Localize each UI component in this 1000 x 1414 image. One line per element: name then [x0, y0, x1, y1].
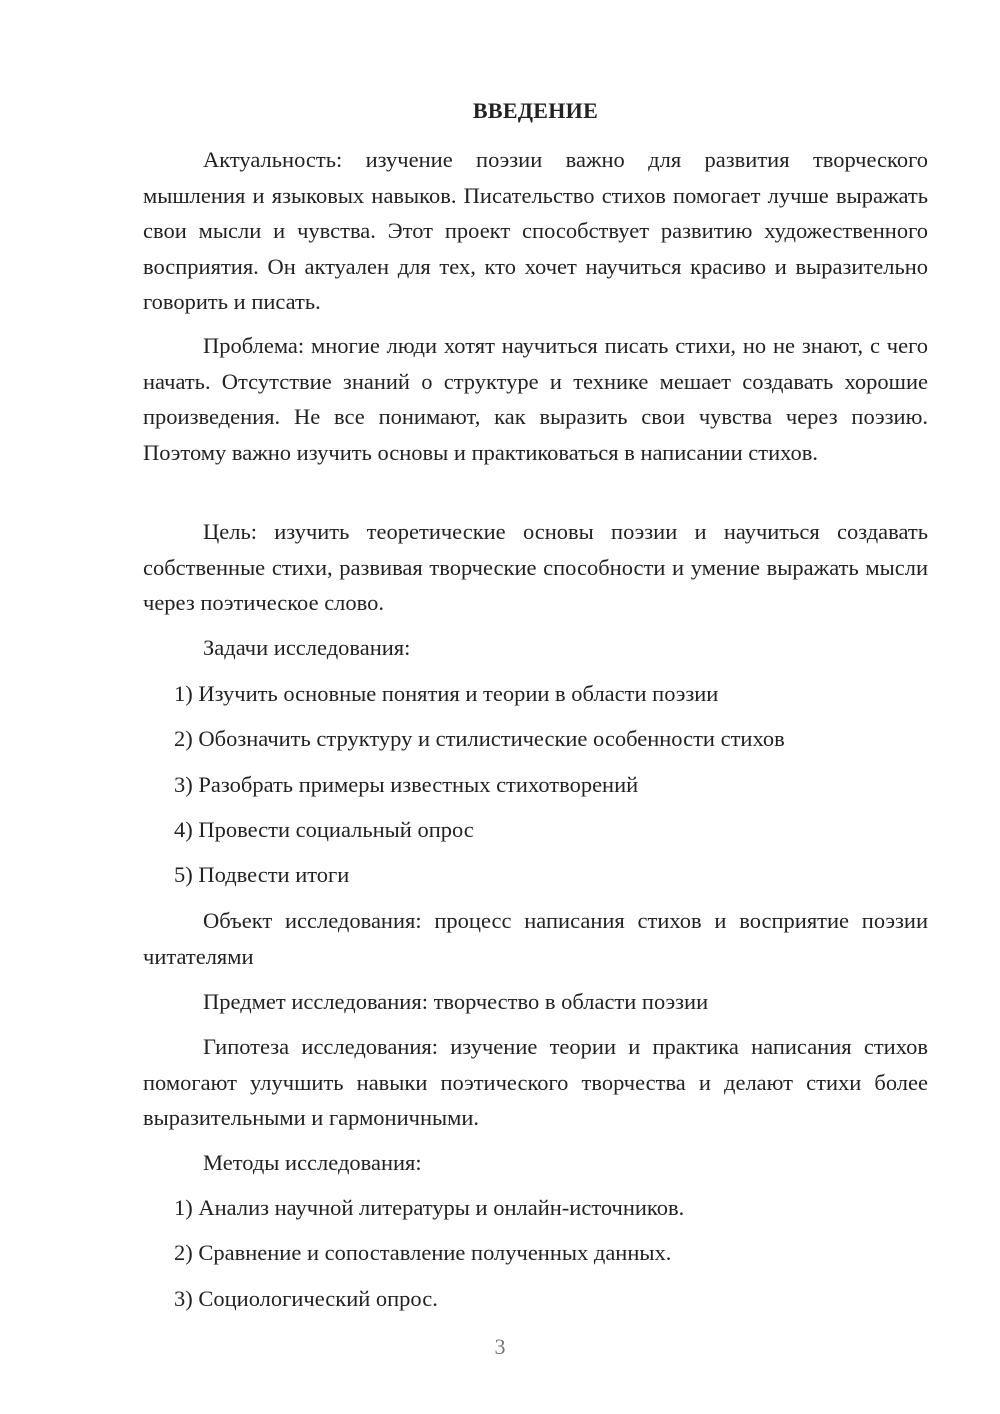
method-item-2: 2) Сравнение и сопоставление полученных данных.: [174, 1240, 672, 1265]
hypothesis-paragraph: Гипотеза исследования: изучение теории и практика написания стихов помогают улучшить навыки поэтического творчества и делают стихи более выразительными и гармоничными.: [143, 1034, 928, 1130]
task-item-5: 5) Подвести итоги: [174, 862, 350, 887]
method-item-3: 3) Социологический опрос.: [174, 1286, 438, 1311]
page-number: 3: [494, 1334, 506, 1359]
task-item-1: 1) Изучить основные понятия и теории в области поэзии: [174, 681, 719, 706]
object-paragraph: Объект исследования: процесс написания стихов и восприятие поэзии читателями: [143, 908, 928, 969]
task-item-4: 4) Провести социальный опрос: [174, 817, 474, 842]
subject-paragraph: Предмет исследования: творчество в области поэзии: [203, 989, 709, 1014]
task-item-2: 2) Обозначить структуру и стилистические особенности стихов: [174, 726, 785, 751]
task-item-3: 3) Разобрать примеры известных стихотворений: [174, 772, 639, 797]
page-title: ВВЕДЕНИЕ: [472, 98, 599, 123]
tasks-heading: Задачи исследования:: [203, 635, 411, 660]
relevance-paragraph: Актуальность: изучение поэзии важно для развития творческого мышления и языковых навыков. Писательство стихов помогает лучше выражать свои мысли и чувства. Этот проект способствует развитию художественного восприятия. Он актуален для тех, кто хочет научиться красиво и выразительно говорить и писать.: [143, 147, 928, 314]
method-item-1: 1) Анализ научной литературы и онлайн-источников.: [174, 1195, 685, 1220]
methods-heading: Методы исследования:: [203, 1150, 422, 1175]
goal-paragraph: Цель: изучить теоретические основы поэзии и научиться создавать собственные стихи, развивая творческие способности и умение выражать мысли через поэтическое слово.: [143, 519, 928, 615]
problem-paragraph: Проблема: многие люди хотят научиться писать стихи, но не знают, с чего начать. Отсутствие знаний о структуре и технике мешает создавать хорошие произведения. Не все понимают, как выразить свои чувства через поэзию. Поэтому важно изучить основы и практиковаться в написании стихов.: [143, 333, 928, 465]
